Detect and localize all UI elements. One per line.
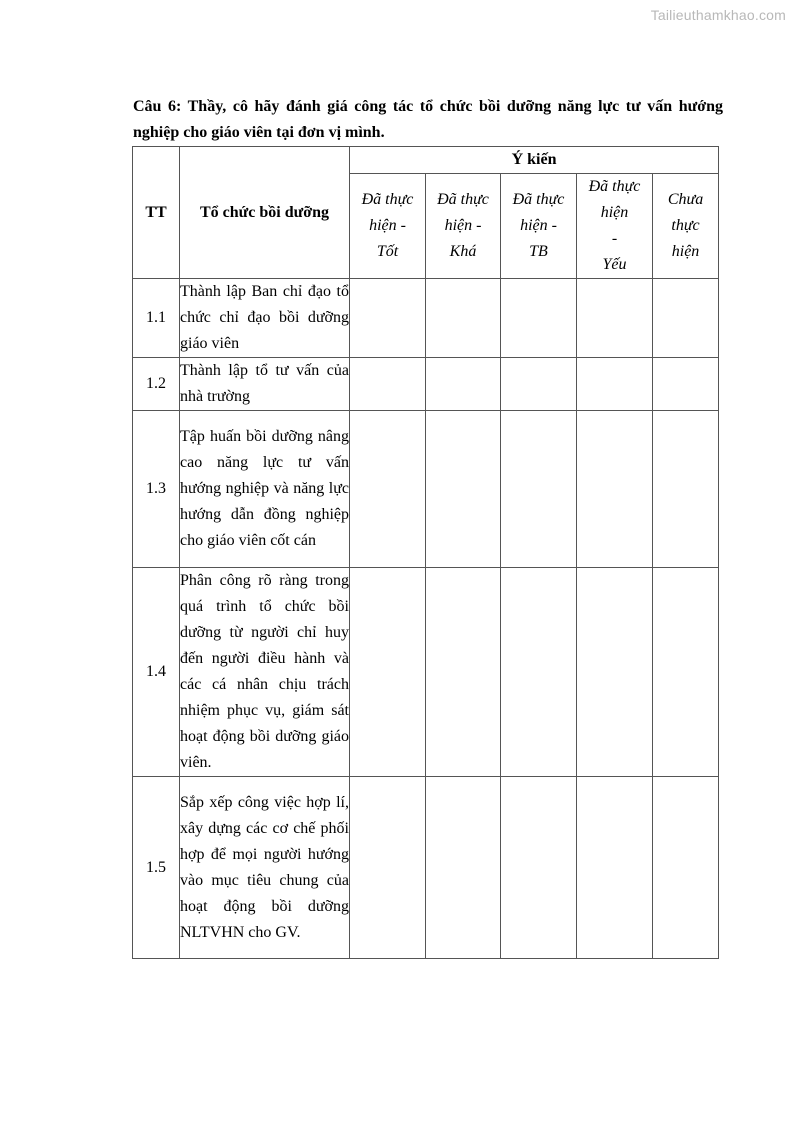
row-description: Phân công rõ ràng trong quá trình tổ chức bồi dưỡng từ người chỉ huy đến người điều hành và các cá nhân chịu trách nhiệm phục vụ, giám sát hoạt động bồi dưỡng giáo viên. [180, 568, 350, 777]
row-number: 1.2 [133, 358, 180, 411]
row-number: 1.1 [133, 279, 180, 358]
answer-cell-not-done[interactable] [653, 279, 719, 358]
answer-cell-not-done[interactable] [653, 777, 719, 959]
answer-cell-good[interactable] [350, 568, 426, 777]
row-number: 1.5 [133, 777, 180, 959]
table-row [133, 568, 719, 777]
table-row [133, 279, 719, 358]
header-tt: TT [133, 147, 180, 279]
header-option-fair: Đã thực hiện - Khá [426, 174, 501, 279]
answer-cell-fair[interactable] [426, 411, 501, 568]
answer-cell-good[interactable] [350, 358, 426, 411]
answer-cell-average[interactable] [501, 279, 577, 358]
answer-cell-not-done[interactable] [653, 568, 719, 777]
answer-cell-fair[interactable] [426, 568, 501, 777]
row-description: Thành lập Ban chỉ đạo tổ chức chỉ đạo bồi dưỡng giáo viên [180, 279, 350, 358]
table-row [133, 411, 719, 568]
answer-cell-fair[interactable] [426, 777, 501, 959]
header-option-good: Đã thực hiện - Tốt [350, 174, 426, 279]
survey-table [132, 146, 719, 959]
row-number: 1.3 [133, 411, 180, 568]
answer-cell-not-done[interactable] [653, 358, 719, 411]
question-text: Câu 6: Thầy, cô hãy đánh giá công tác tổ chức bồi dưỡng năng lực tư vấn hướng nghiệp cho giáo viên tại đơn vị mình. [133, 98, 723, 141]
answer-cell-fair[interactable] [426, 279, 501, 358]
table-row [133, 358, 719, 411]
header-option-weak: Đã thực hiện - Yếu [577, 174, 653, 279]
row-number: 1.4 [133, 568, 180, 777]
answer-cell-not-done[interactable] [653, 411, 719, 568]
answer-cell-fair[interactable] [426, 358, 501, 411]
answer-cell-weak[interactable] [577, 777, 653, 959]
answer-cell-average[interactable] [501, 777, 577, 959]
table-row [133, 777, 719, 959]
header-option-average: Đã thực hiện - TB [501, 174, 577, 279]
answer-cell-weak[interactable] [577, 358, 653, 411]
row-description: Thành lập tổ tư vấn của nhà trường [180, 358, 350, 411]
answer-cell-good[interactable] [350, 777, 426, 959]
answer-cell-good[interactable] [350, 279, 426, 358]
answer-cell-average[interactable] [501, 568, 577, 777]
header-option-not-done: Chưa thực hiện [653, 174, 719, 279]
answer-cell-average[interactable] [501, 411, 577, 568]
answer-cell-weak[interactable] [577, 568, 653, 777]
row-description: Tập huấn bồi dưỡng nâng cao năng lực tư vấn hướng nghiệp và năng lực hướng dẫn đồng nghiệp cho giáo viên cốt cán [180, 411, 350, 568]
answer-cell-weak[interactable] [577, 279, 653, 358]
answer-cell-average[interactable] [501, 358, 577, 411]
answer-cell-weak[interactable] [577, 411, 653, 568]
header-opinion-group: Ý kiến [350, 147, 719, 174]
watermark: Tailieuthamkhao.com [650, 7, 786, 23]
answer-cell-good[interactable] [350, 411, 426, 568]
row-description: Sắp xếp công việc hợp lí, xây dựng các cơ chế phối hợp để mọi người hướng vào mục tiêu chung của hoạt động bồi dưỡng NLTVHN cho GV. [180, 777, 350, 959]
header-organization: Tổ chức bồi dưỡng [180, 147, 350, 279]
